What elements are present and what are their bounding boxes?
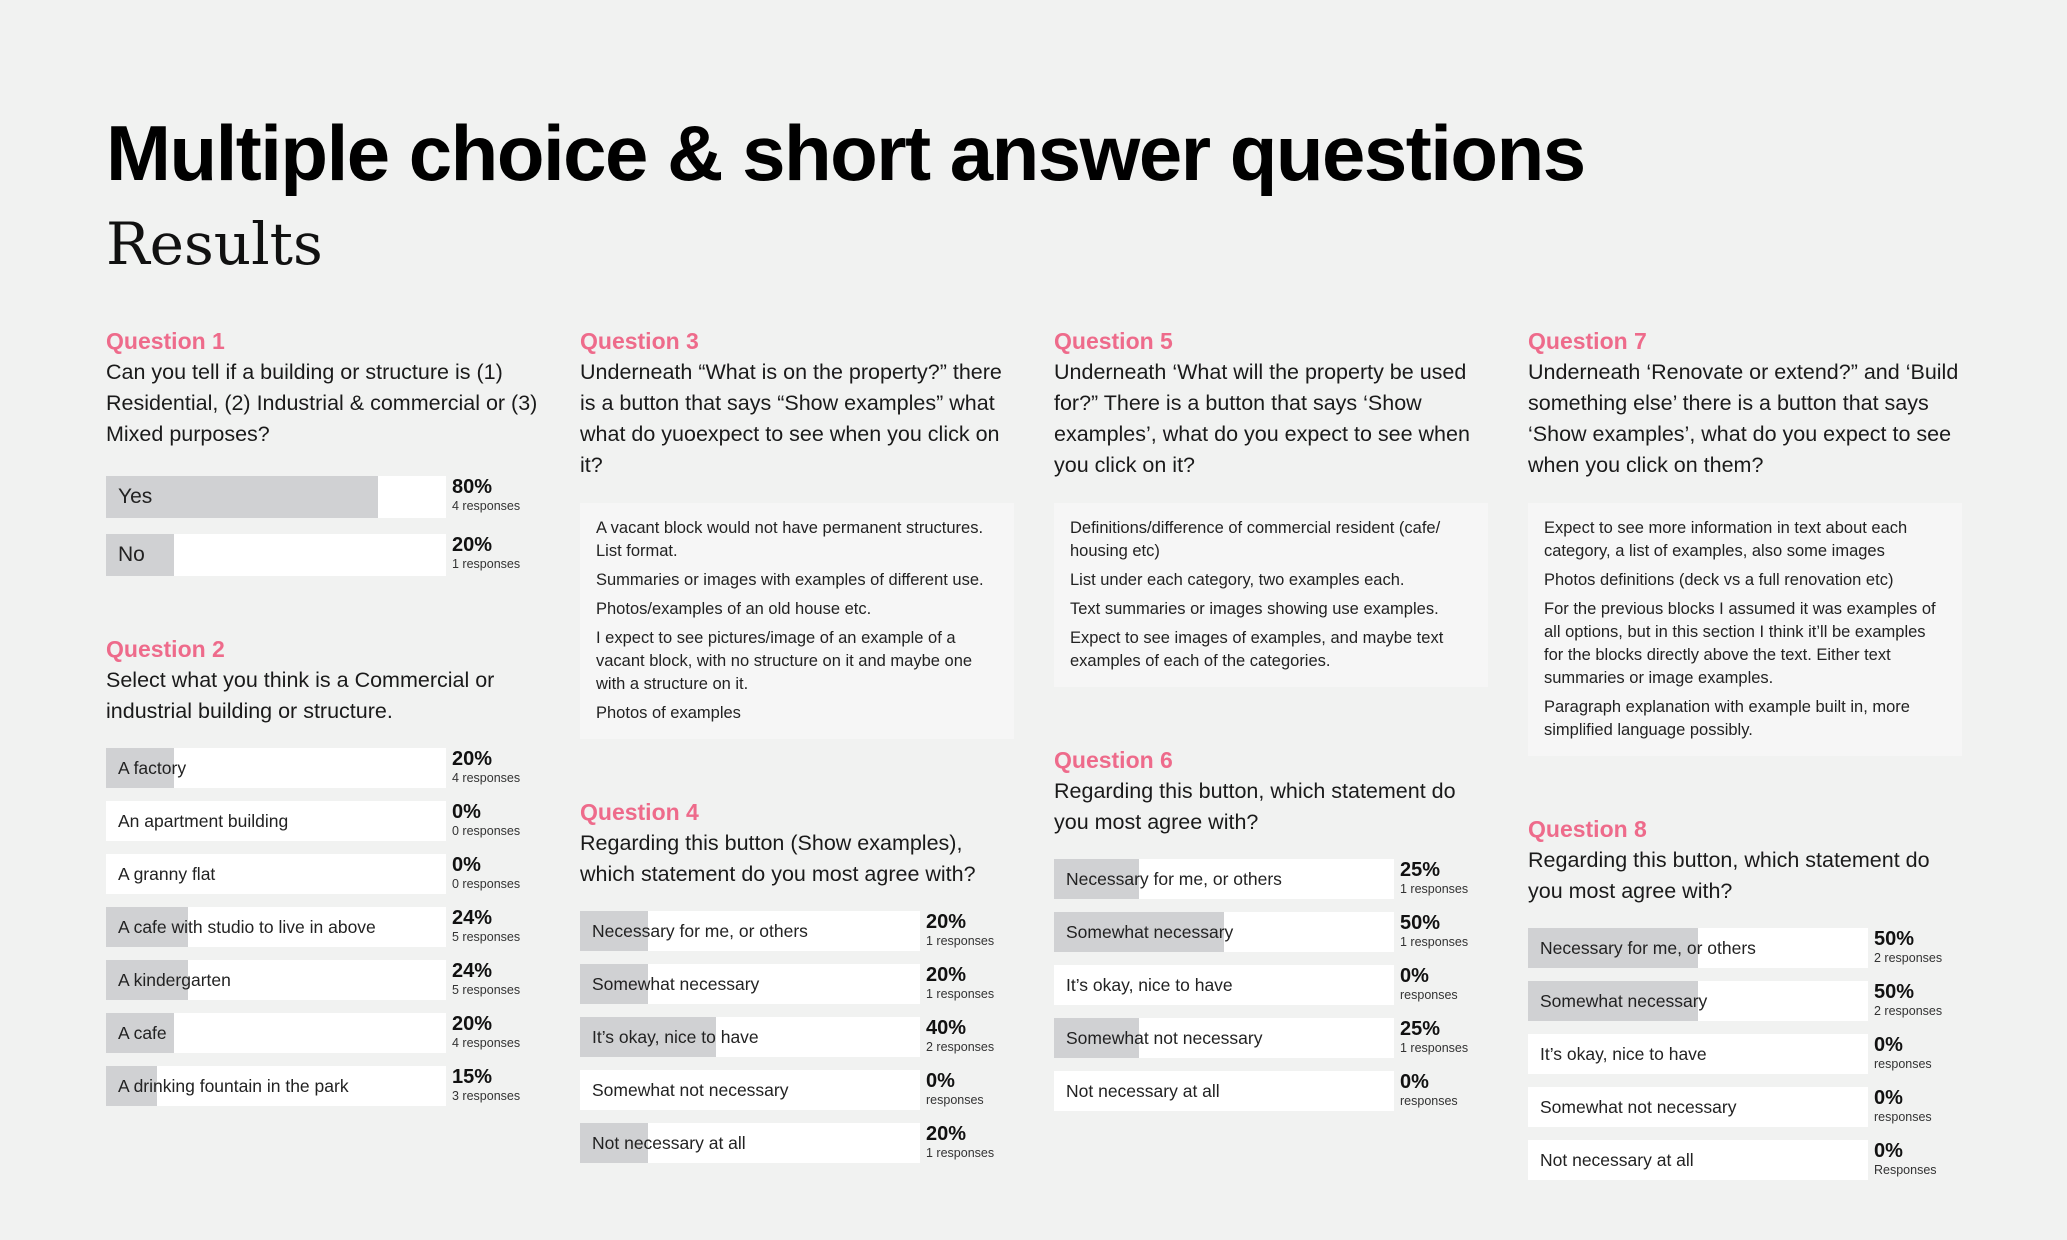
question-label: Question 1	[106, 328, 225, 354]
option-percentage: 0%	[1874, 1034, 1903, 1056]
result-bar	[580, 1070, 920, 1110]
question-label: Question 2	[106, 636, 225, 662]
question-text: Regarding this button, which statement do you most agree with?	[1054, 779, 1456, 834]
short-answer: For the previous blocks I assumed it was examples of all options, but in this section I think it’ll be examples for the blocks directly above the text. Either text summaries or image examples.	[1544, 600, 1936, 687]
answer-option	[1054, 912, 1488, 952]
option-percentage: 25%	[1400, 1018, 1441, 1040]
option-percentage: 20%	[926, 911, 967, 933]
option-percentage: 0%	[452, 801, 481, 823]
result-bar	[106, 907, 446, 947]
page-title: Multiple choice & short answer questions	[106, 109, 1585, 197]
option-label: Necessary for me, or others	[1066, 869, 1282, 889]
option-percentage: 15%	[452, 1066, 493, 1088]
short-answer: Expect to see images of examples, and maybe text examples of each of the categories.	[1070, 629, 1444, 670]
result-bar	[1528, 928, 1868, 968]
option-stat	[1874, 1140, 1937, 1178]
question-label: Question 4	[580, 799, 699, 825]
option-response-count: 1 responses	[1400, 1041, 1469, 1055]
option-percentage: 20%	[926, 1123, 967, 1145]
option-percentage: 50%	[1874, 928, 1915, 950]
answer-option	[106, 1066, 540, 1106]
option-response-count: 5 responses	[452, 930, 521, 944]
option-response-count: responses	[1400, 988, 1458, 1002]
option-percentage: 0%	[1874, 1087, 1903, 1109]
answer-option	[1528, 1034, 1962, 1074]
option-response-count: 1 responses	[926, 1146, 995, 1160]
column-2	[580, 326, 1014, 1221]
option-label: Somewhat not necessary	[592, 1080, 789, 1100]
option-label: A cafe	[118, 1023, 167, 1043]
question-text: Regarding this button (Show examples), which statement do you most agree with?	[580, 831, 976, 886]
option-response-count: 2 responses	[1874, 1004, 1943, 1018]
option-label: It’s okay, nice to have	[592, 1027, 759, 1047]
option-label: Not necessary at all	[592, 1133, 746, 1153]
option-label: Necessary for me, or others	[1540, 938, 1756, 958]
option-response-count: 2 responses	[1874, 951, 1943, 965]
option-stat	[452, 854, 520, 892]
option-label: Somewhat necessary	[1066, 922, 1234, 942]
answer-option	[1528, 1087, 1962, 1127]
result-bar	[1054, 859, 1394, 899]
option-response-count: Responses	[1874, 1163, 1937, 1177]
option-stat	[452, 1013, 520, 1051]
option-stat	[452, 801, 520, 839]
option-response-count: 1 responses	[926, 987, 995, 1001]
option-response-count: 4 responses	[452, 499, 521, 513]
short-answer: Photos/examples of an old house etc.	[596, 600, 872, 618]
option-response-count: 1 responses	[926, 934, 995, 948]
option-stat	[452, 960, 520, 998]
option-response-count: 4 responses	[452, 771, 521, 785]
option-response-count: 2 responses	[926, 1040, 995, 1054]
short-answers-box	[1054, 503, 1488, 687]
answer-option	[106, 907, 540, 947]
option-stat	[452, 748, 520, 786]
option-label: Somewhat not necessary	[1540, 1097, 1737, 1117]
option-percentage: 40%	[926, 1017, 967, 1039]
option-percentage: 50%	[1874, 981, 1915, 1003]
option-response-count: 3 responses	[452, 1089, 521, 1103]
answer-options	[106, 748, 540, 1106]
question-text: Underneath “What is on the property?” there is a button that says “Show examples” what what do yuoexpect to see when you click on it?	[580, 360, 1002, 477]
option-percentage: 0%	[1874, 1140, 1903, 1162]
option-label: It’s okay, nice to have	[1066, 975, 1233, 995]
option-percentage: 20%	[452, 748, 493, 770]
answer-option	[580, 911, 1014, 951]
answer-option	[106, 960, 540, 1000]
option-label: Somewhat necessary	[592, 974, 760, 994]
option-stat	[1874, 981, 1942, 1019]
option-stat	[1400, 1071, 1458, 1109]
option-percentage: 0%	[926, 1070, 955, 1092]
option-percentage: 20%	[926, 964, 967, 986]
option-label: Necessary for me, or others	[592, 921, 808, 941]
option-stat	[926, 911, 994, 949]
option-label: A drinking fountain in the park	[118, 1076, 349, 1096]
option-label: No	[118, 543, 145, 566]
question-6	[1054, 745, 1488, 1111]
result-bar	[580, 1017, 920, 1057]
answer-option	[580, 1123, 1014, 1163]
result-bar	[580, 1123, 920, 1163]
question-text: Can you tell if a building or structure is (1) Residential, (2) Industrial & commercial or (3) Mixed purposes?	[106, 360, 538, 446]
answer-option	[580, 1017, 1014, 1057]
result-bar	[1054, 1071, 1394, 1111]
result-bar	[1528, 1034, 1868, 1074]
question-7	[1528, 326, 1962, 756]
option-percentage: 50%	[1400, 912, 1441, 934]
option-label: Yes	[118, 485, 153, 508]
option-response-count: 0 responses	[452, 877, 521, 891]
option-label: A cafe with studio to live in above	[118, 917, 376, 937]
short-answer: Expect to see more information in text about each category, a list of examples, also some images	[1544, 519, 1908, 560]
result-bar	[106, 960, 446, 1000]
question-text: Underneath ‘Renovate or extend?” and ‘Build something else’ there is a button that says ‘Show examples’, what do you expect to see when you click on them?	[1528, 360, 1959, 477]
option-stat	[1400, 965, 1458, 1003]
page-subtitle: Results	[106, 210, 323, 278]
option-percentage: 24%	[452, 960, 493, 982]
option-label: Somewhat not necessary	[1066, 1028, 1263, 1048]
option-stat	[1874, 1087, 1932, 1125]
short-answers-box	[1528, 503, 1962, 756]
option-response-count: 5 responses	[452, 983, 521, 997]
question-label: Question 6	[1054, 747, 1173, 773]
answer-option	[1054, 965, 1488, 1005]
option-stat	[926, 1017, 994, 1055]
question-8	[1528, 814, 1962, 1180]
answer-option	[1054, 1071, 1488, 1111]
option-stat	[452, 476, 520, 514]
option-response-count: 1 responses	[1400, 935, 1469, 949]
answer-option	[106, 748, 540, 788]
question-label: Question 8	[1528, 816, 1647, 842]
option-stat	[1874, 928, 1942, 966]
result-bar	[1054, 912, 1394, 952]
option-stat	[452, 1066, 520, 1104]
result-bar	[1528, 1140, 1868, 1180]
answer-options	[1054, 859, 1488, 1111]
short-answer: Paragraph explanation with example built in, more simplified language possibly.	[1544, 698, 1910, 739]
option-percentage: 25%	[1400, 859, 1441, 881]
answer-option	[580, 964, 1014, 1004]
option-stat	[1874, 1034, 1932, 1072]
option-response-count: responses	[1400, 1094, 1458, 1108]
option-stat	[926, 1123, 994, 1161]
column-4	[1528, 326, 1962, 1238]
question-5	[1054, 326, 1488, 687]
option-response-count: responses	[1874, 1057, 1932, 1071]
result-bar	[1054, 1018, 1394, 1058]
result-bar	[106, 1013, 446, 1053]
option-label: Not necessary at all	[1540, 1150, 1694, 1170]
result-bar	[106, 748, 446, 788]
option-stat	[1400, 1018, 1468, 1056]
question-label: Question 7	[1528, 328, 1647, 354]
answer-option	[1528, 981, 1962, 1021]
short-answer: A vacant block would not have permanent structures. List format.	[596, 519, 984, 560]
answer-options	[580, 911, 1014, 1163]
option-percentage: 0%	[1400, 965, 1429, 987]
answer-option	[1054, 859, 1488, 899]
option-percentage: 20%	[452, 1013, 493, 1035]
short-answer: Summaries or images with examples of different use.	[596, 571, 984, 589]
option-stat	[1400, 912, 1468, 950]
result-bar	[106, 801, 446, 841]
result-bar	[580, 911, 920, 951]
option-label: An apartment building	[118, 811, 289, 831]
answer-option	[106, 854, 540, 894]
option-stat	[926, 964, 994, 1002]
result-bar	[106, 534, 446, 576]
answer-option	[106, 1013, 540, 1053]
question-text: Regarding this button, which statement do you most agree with?	[1528, 848, 1930, 903]
option-response-count: responses	[1874, 1110, 1932, 1124]
answer-options	[1528, 928, 1962, 1180]
short-answer: Photos of examples	[596, 704, 741, 722]
question-text: Underneath ‘What will the property be used for?” There is a button that says ‘Show examples’, what do you expect to see when you click on it?	[1054, 360, 1470, 477]
option-stat	[926, 1070, 984, 1108]
question-label: Question 3	[580, 328, 699, 354]
short-answer: List under each category, two examples each.	[1070, 571, 1405, 589]
short-answer: Photos definitions (deck vs a full renovation etc)	[1544, 571, 1894, 589]
option-label: Not necessary at all	[1066, 1081, 1220, 1101]
option-response-count: responses	[926, 1093, 984, 1107]
option-percentage: 0%	[1400, 1071, 1429, 1093]
column-1	[106, 326, 540, 1164]
option-percentage: 0%	[452, 854, 481, 876]
answer-option	[106, 801, 540, 841]
answer-option	[1054, 1018, 1488, 1058]
result-bar	[106, 854, 446, 894]
question-4	[580, 797, 1014, 1163]
option-label: A granny flat	[118, 864, 216, 884]
option-label: A factory	[118, 758, 187, 778]
option-stat	[1400, 859, 1468, 897]
result-bar	[1054, 965, 1394, 1005]
short-answer: Definitions/difference of commercial resident (cafe/ housing etc)	[1070, 519, 1441, 560]
question-label: Question 5	[1054, 328, 1173, 354]
answer-option	[106, 534, 540, 576]
option-percentage: 80%	[452, 476, 493, 498]
question-text: Select what you think is a Commercial or industrial building or structure.	[106, 668, 495, 723]
option-label: Somewhat necessary	[1540, 991, 1708, 1011]
short-answer: I expect to see pictures/image of an example of a vacant block, with no structure on it and maybe one with a structure on it.	[596, 629, 973, 693]
result-bar	[106, 1066, 446, 1106]
result-bar	[1528, 981, 1868, 1021]
question-1	[106, 326, 540, 576]
option-percentage: 20%	[452, 534, 493, 556]
option-stat	[452, 907, 520, 945]
option-response-count: 1 responses	[452, 557, 521, 571]
answer-option	[1528, 928, 1962, 968]
option-label: It’s okay, nice to have	[1540, 1044, 1707, 1064]
answer-option	[580, 1070, 1014, 1110]
result-bar	[106, 476, 446, 518]
short-answers-box	[580, 503, 1014, 739]
option-label: A kindergarten	[118, 970, 231, 990]
column-3	[1054, 326, 1488, 1169]
option-response-count: 1 responses	[1400, 882, 1469, 896]
option-percentage: 24%	[452, 907, 493, 929]
answer-options	[106, 476, 540, 576]
question-3	[580, 326, 1014, 739]
option-response-count: 0 responses	[452, 824, 521, 838]
answer-option	[106, 476, 540, 518]
option-response-count: 4 responses	[452, 1036, 521, 1050]
question-2	[106, 634, 540, 1106]
option-stat	[452, 534, 520, 572]
short-answer: Text summaries or images showing use examples.	[1070, 600, 1439, 618]
answer-option	[1528, 1140, 1962, 1180]
result-bar	[1528, 1087, 1868, 1127]
result-bar	[580, 964, 920, 1004]
